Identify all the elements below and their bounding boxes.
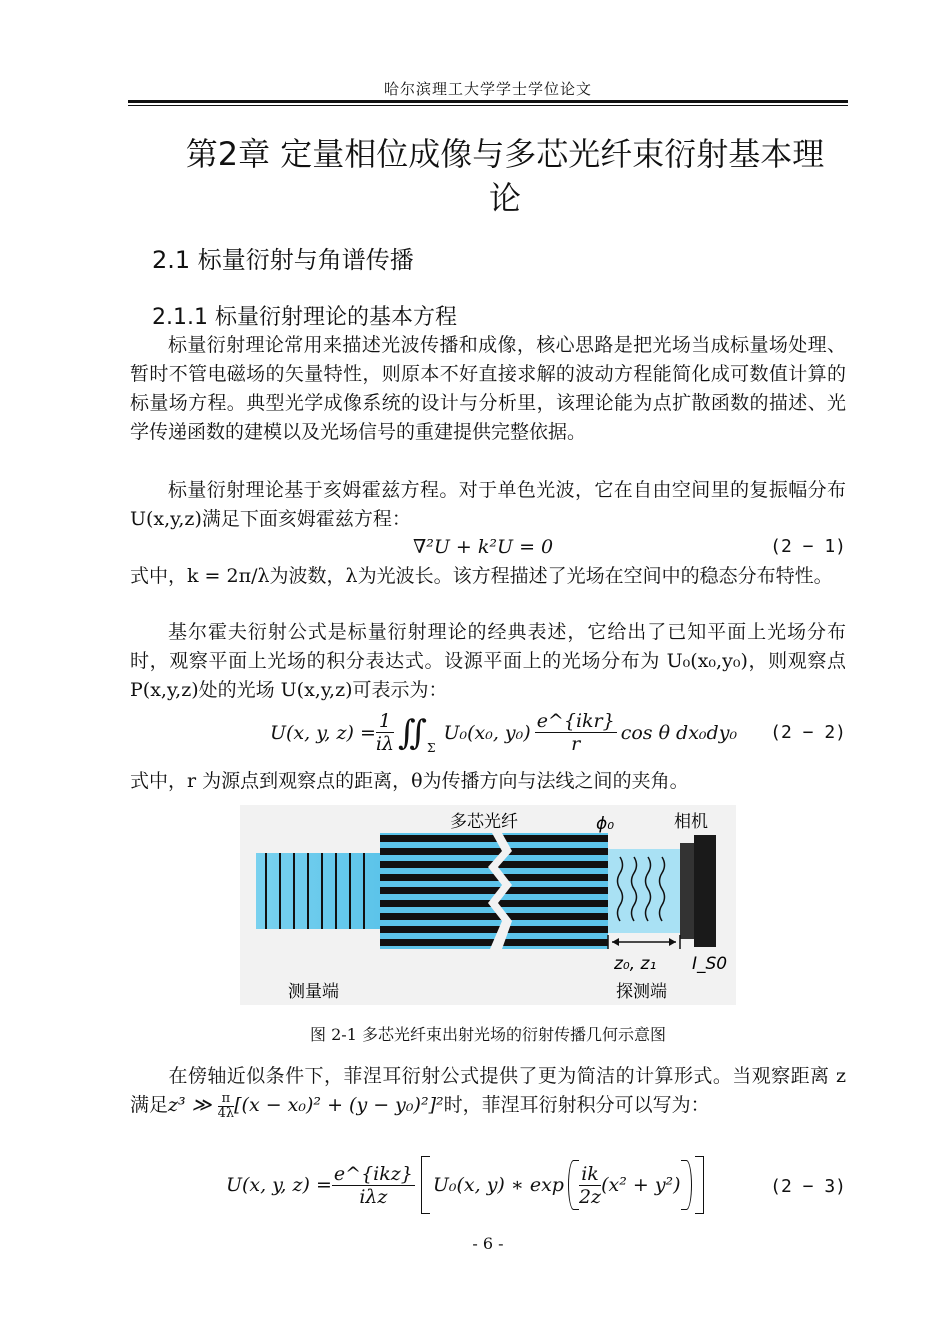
figure-caption: 图 2-1 多芯光纤束出射光场的衍射传播几何示意图	[310, 1025, 666, 1044]
paragraph-1: 标量衍射理论常用来描述光波传播和成像，核心思路是把光场当成标量场处理、暂时不管电磁场的矢量特性，则原本不好直接求解的波动方程能简化成可数值计算的标量场方程。典型光学成像系统的设计与分析里，该理论能为点扩散函数的描述、光学传递函数的建模以及光场信号的重建提供完整依据。	[130, 334, 846, 443]
camera-body	[694, 835, 716, 947]
p6-text-a: 在傍轴近似条件下，菲涅耳衍射公式提供了更为简洁的计算形式。当观察距离 z 满足	[130, 1065, 846, 1116]
eq3-inner-tail: (x² + y²)	[601, 1174, 681, 1196]
eq2-sigma: Σ	[426, 741, 436, 755]
eq2-mid: U₀(x₀, y₀)	[443, 721, 531, 744]
chapter-title	[130, 132, 880, 220]
chapter-title-line2: 论	[488, 179, 521, 217]
p6-text-b: 时，菲涅耳衍射积分可以写为：	[443, 1094, 710, 1116]
eq2-frac2-num: e^{ikr}	[536, 710, 615, 732]
eq2-frac2	[535, 710, 617, 755]
eq3-inner-frac-den: 2z	[578, 1185, 602, 1208]
equation-2-2	[130, 706, 846, 766]
paragraph-2: 标量衍射理论基于亥姆霍兹方程。对于单色光波，它在自由空间里的复振幅分布 U(x,y,z)满足下面亥姆霍兹方程：	[130, 479, 846, 530]
equation-2-2-body	[270, 710, 737, 755]
eq3-lhs: U(x, y, z) =	[226, 1174, 332, 1196]
eq3-inner-frac-num: ik	[579, 1163, 601, 1186]
eq3-frac	[332, 1163, 415, 1208]
section-heading-2-1: 2.1 标量衍射与角谱传播	[152, 246, 414, 274]
label-camera: 相机	[674, 812, 708, 832]
label-phi: ϕ₀	[596, 814, 615, 834]
fiber-cores	[380, 835, 608, 946]
page-number: - 6 -	[472, 1234, 504, 1253]
paragraph-6	[130, 1062, 846, 1121]
section-heading-2-1-1: 2.1.1 标量衍射理论的基本方程	[152, 305, 457, 330]
running-header: 哈尔滨理工大学学士学位论文	[383, 80, 592, 98]
eq3-right-bracket	[695, 1156, 704, 1214]
eq3-body: U₀(x, y) ∗ exp	[432, 1174, 564, 1196]
chapter-title-line1: 第2章 定量相位成像与多芯光纤束衍射基本理	[185, 135, 825, 173]
eq2-frac1-num: 1	[376, 710, 394, 733]
equation-2-1-body: ∇²U + k²U = 0	[413, 536, 554, 558]
p6-math: z³ ≫	[168, 1094, 218, 1116]
header-rule-thick	[128, 100, 848, 103]
p6-frac	[218, 1092, 235, 1121]
eq3-inner-frac	[579, 1163, 601, 1208]
eq3-frac-num: e^{ikz}	[333, 1162, 413, 1185]
eq2-lhs: U(x, y, z) =	[270, 721, 376, 744]
eq3-frac-den: iλz	[359, 1185, 388, 1208]
label-fiber: 多芯光纤	[450, 812, 518, 832]
paragraph-3: 式中，k = 2π/λ为波数，λ为光波长。该方程描述了光场在空间中的稳态分布特性。	[130, 565, 833, 587]
label-is: I_S0	[692, 954, 728, 974]
eq2-frac1-den: iλ	[375, 733, 395, 755]
equation-2-3-number: (2 − 3)	[770, 1176, 846, 1197]
eq3-left-paren	[568, 1160, 579, 1210]
paragraph-5: 式中，r 为源点到观察点的距离，θ为传播方向与法线之间的夹角。	[130, 770, 689, 792]
label-detect: 探测端	[616, 982, 667, 1002]
camera-sensor	[680, 843, 694, 939]
equation-2-1-number: (2 − 1)	[770, 536, 846, 557]
equation-2-2-number: (2 − 2)	[770, 722, 846, 743]
equation-2-1	[130, 536, 846, 564]
equation-2-3-body	[226, 1156, 704, 1214]
eq2-tail: cos θ dx₀dy₀	[620, 721, 738, 744]
equation-2-3	[130, 1156, 846, 1220]
eq2-frac2-den: r	[571, 733, 581, 755]
header-rule-thin	[128, 105, 848, 106]
paragraph-4: 基尔霍夫衍射公式是标量衍射理论的经典表述，它给出了已知平面上光场分布时，观察平面上光场的积分表达式。设源平面上的光场分布为 U₀(x₀,y₀)，则观察点 P(x,y,z)处的光场 U(x,y,z)可表示为：	[130, 621, 846, 701]
eq2-integral: ∬	[398, 712, 427, 753]
figure-2-1-diagram	[240, 805, 736, 1005]
p6-math2: [(x − x₀)² + (y − y₀)²]²	[234, 1094, 444, 1116]
label-z: z₀, z₁	[614, 954, 657, 974]
input-beam	[256, 853, 380, 929]
p6-frac-den: 4λ	[217, 1105, 235, 1121]
label-measure: 测量端	[288, 982, 339, 1002]
eq3-right-paren	[681, 1160, 692, 1210]
p6-frac-num: π	[218, 1092, 235, 1107]
eq3-left-bracket	[421, 1156, 430, 1214]
eq2-frac1	[376, 710, 394, 755]
